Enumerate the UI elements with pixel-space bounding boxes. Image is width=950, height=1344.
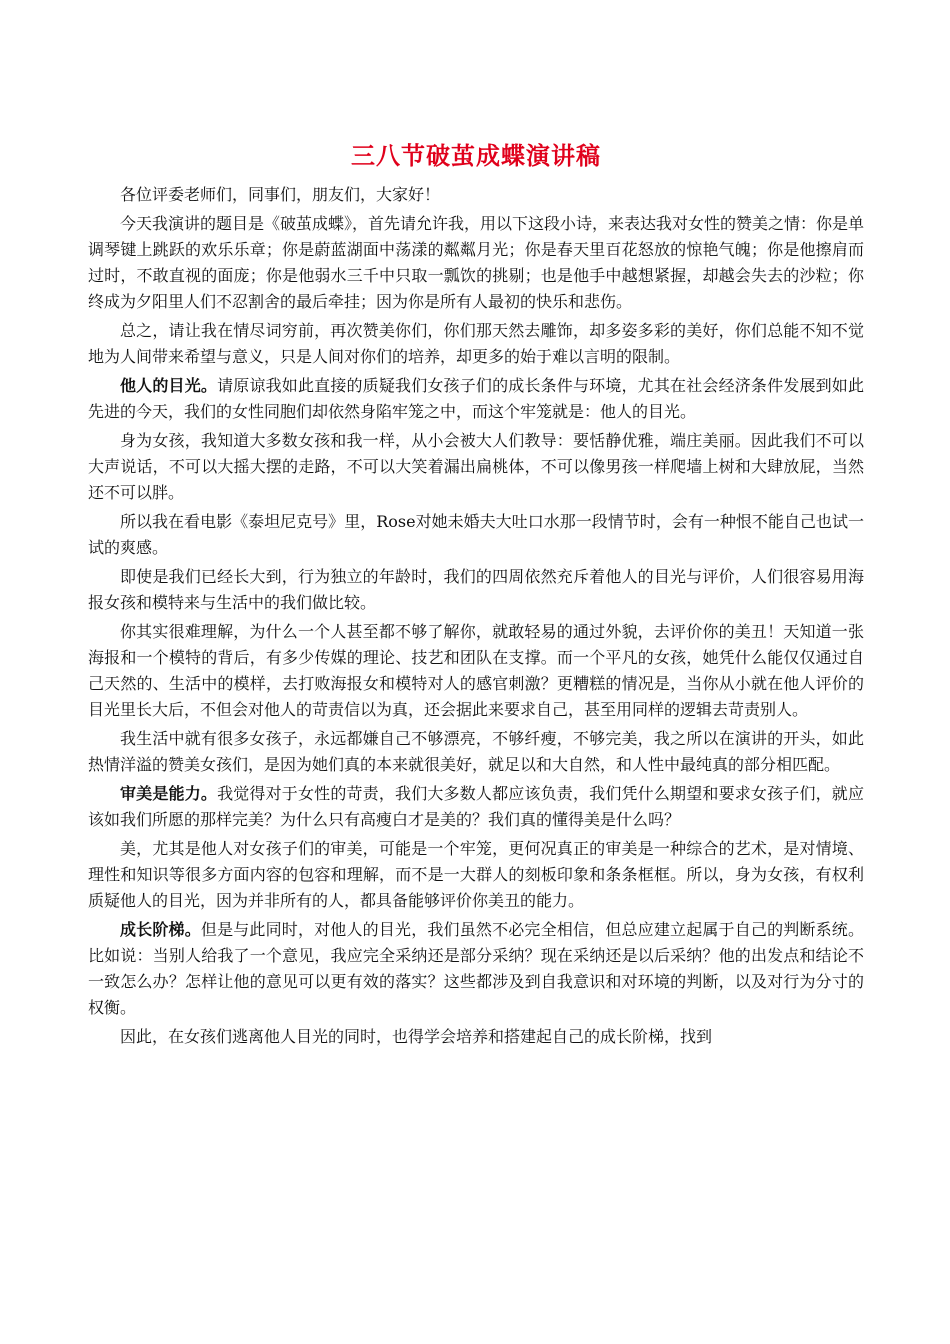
paragraph-text: 我生活中就有很多女孩子，永远都嫌自己不够漂亮，不够纤瘦，不够完美，我之所以在演讲的开头，如此热情洋溢的赞美女孩们，是因为她们真的本来就很美好，就足以和大自然，和人性中最纯真的部分相匹配。 <box>88 729 864 774</box>
paragraph-text: 身为女孩，我知道大多数女孩和我一样，从小会被大人们教导：要恬静优雅，端庄美丽。因此我们不可以大声说话，不可以大摇大摆的走路，不可以大笑着漏出扁桃体，不可以像男孩一样爬墙上树和大肆放屁，当然还不可以胖。 <box>88 431 864 502</box>
document-title: 三八节破茧成蝶演讲稿 <box>351 141 601 170</box>
section-heading: 成长阶梯。 <box>120 920 201 939</box>
section-heading: 他人的目光。 <box>120 376 218 395</box>
paragraph-text: 总之，请让我在情尽词穷前，再次赞美你们，你们那天然去雕饰，却多姿多彩的美好，你们总能不知不觉地为人间带来希望与意义，只是人间对你们的培养，却更多的始于难以言明的限制。 <box>88 321 864 366</box>
paragraph <box>88 781 864 833</box>
paragraph <box>88 373 864 425</box>
paragraph <box>88 428 864 506</box>
paragraph-text: 但是与此同时，对他人的目光，我们虽然不必完全相信，但总应建立起属于自己的判断系统。比如说：当别人给我了一个意见，我应完全采纳还是部分采纳？现在采纳还是以后采纳？他的出发点和结论不一致怎么办？怎样让他的意见可以更有效的落实？这些都涉及到自我意识和对环境的判断，以及对行为分寸的权衡。 <box>88 920 864 1017</box>
paragraph <box>88 619 864 723</box>
paragraph-text: 我觉得对于女性的苛责，我们大多数人都应该负责，我们凭什么期望和要求女孩子们，就应该如我们所愿的那样完美？为什么只有高瘦白才是美的？我们真的懂得美是什么吗？ <box>88 784 864 829</box>
document-page <box>88 140 864 1053</box>
document-body <box>88 182 864 1050</box>
paragraph <box>88 182 864 208</box>
paragraph <box>88 509 864 561</box>
paragraph <box>88 211 864 315</box>
paragraph <box>88 564 864 616</box>
paragraph <box>88 836 864 914</box>
paragraph <box>88 726 864 778</box>
paragraph-text: 你其实很难理解，为什么一个人甚至都不够了解你，就敢轻易的通过外貌，去评价你的美丑！天知道一张海报和一个模特的背后，有多少传媒的理论、技艺和团队在支撑。而一个平凡的女孩，她凭什么能仅仅通过自己天然的、生活中的模样，去打败海报女和模特对人的感官刺激？更糟糕的情况是，当你从小就在他人评价的目光里长大后，不但会对他人的苛责信以为真，还会据此来要求自己，甚至用同样的逻辑去苛责别人。 <box>88 622 864 719</box>
paragraph <box>88 318 864 370</box>
section-heading: 审美是能力。 <box>120 784 218 803</box>
paragraph <box>88 1024 864 1050</box>
paragraph-text: 所以我在看电影《泰坦尼克号》里，Rose对她未婚夫大吐口水那一段情节时，会有一种恨不能自己也试一试的爽感。 <box>88 512 864 557</box>
paragraph <box>88 917 864 1021</box>
paragraph-text: 因此，在女孩们逃离他人目光的同时，也得学会培养和搭建起自己的成长阶梯，找到 <box>120 1027 713 1046</box>
paragraph-text: 各位评委老师们，同事们，朋友们，大家好！ <box>120 185 441 204</box>
paragraph-text: 美，尤其是他人对女孩子们的审美，可能是一个牢笼，更何况真正的审美是一种综合的艺术，是对情境、理性和知识等很多方面内容的包容和理解，而不是一大群人的刻板印象和条条框框。所以，身为女孩，有权利质疑他人的目光，因为并非所有的人，都具备能够评价你美丑的能力。 <box>88 839 864 910</box>
paragraph-text: 今天我演讲的题目是《破茧成蝶》，首先请允许我，用以下这段小诗，来表达我对女性的赞美之情：你是单调琴键上跳跃的欢乐乐章；你是蔚蓝湖面中荡漾的粼粼月光；你是春天里百花怒放的惊艳气魄；你是他擦肩而过时，不敢直视的面庞；你是他弱水三千中只取一瓢饮的挑剔；也是他手中越想紧握，却越会失去的沙粒；你终成为夕阳里人们不忍割舍的最后牵挂；因为你是所有人最初的快乐和悲伤。 <box>88 214 865 311</box>
paragraph-text: 请原谅我如此直接的质疑我们女孩子们的成长条件与环境，尤其在社会经济条件发展到如此先进的今天，我们的女性同胞们却依然身陷牢笼之中，而这个牢笼就是：他人的目光。 <box>88 376 864 421</box>
paragraph-text: 即使是我们已经长大到，行为独立的年龄时，我们的四周依然充斥着他人的目光与评价，人们很容易用海报女孩和模特来与生活中的我们做比较。 <box>88 567 864 612</box>
